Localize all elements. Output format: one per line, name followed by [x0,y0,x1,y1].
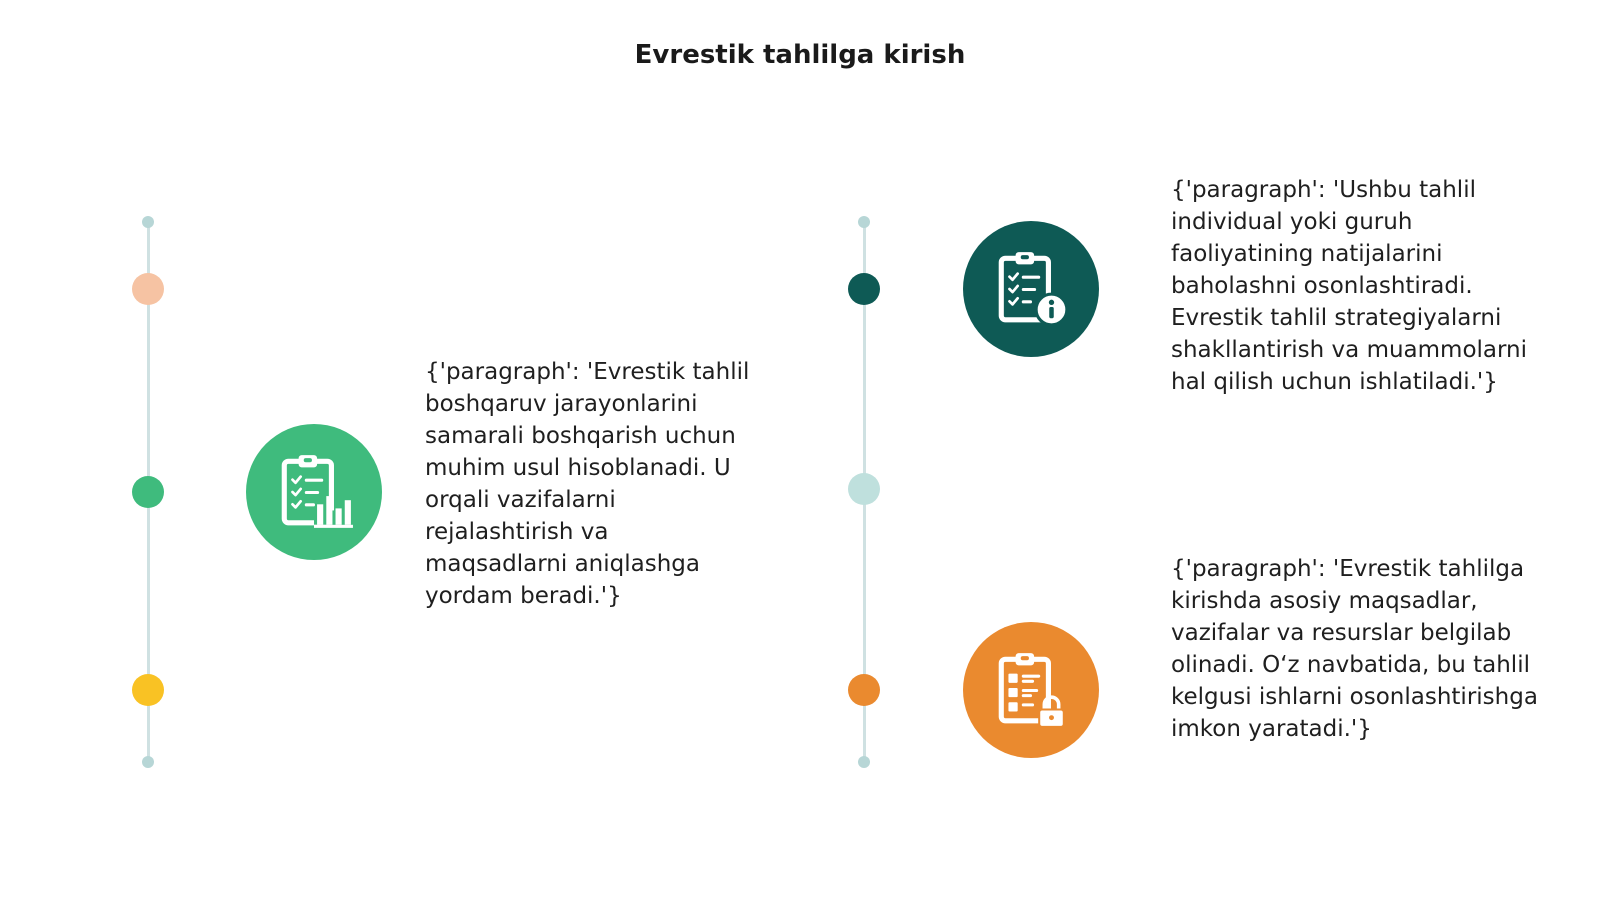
left-timeline-end-cap [142,756,154,768]
clipboard-lock-circle [963,622,1099,758]
paragraph-1: {'paragraph': 'Evrestik tahlil boshqaruv jarayonlarini samarali boshqarish uchun muhim usul hisoblanadi. U orqali vazifalarni rejalashtirish va maqsadlarni aniqlashga yordam beradi.'} [425,359,750,609]
clipboard-bar-chart-icon [273,451,355,533]
right-timeline-end-cap [858,756,870,768]
clipboard-info-circle [963,221,1099,357]
clipboard-info-icon [990,248,1072,330]
slide-title: Evrestik tahlilga kirish [634,40,966,70]
left-timeline-start-cap [142,216,154,228]
paragraph-3: {'paragraph': 'Evrestik tahlilga kirishda asosiy maqsadlar, vazifalar va resurslar belgilab olinadi. O‘z navbatida, bu tahlil kelgusi ishlarni osonlashtirishga imkon yaratadi.'} [1171,556,1538,742]
right-timeline-dot-dark-teal [848,273,880,305]
paragraph-2: {'paragraph': 'Ushbu tahlil individual yoki guruh faoliyatining natijalarini baholashni osonlashtiradi. Evrestik tahlil strategiyalarni shakllantirish va muammolarni hal qilish uchun ishlatiladi.'} [1171,177,1528,395]
clipboard-bar-chart-circle [246,424,382,560]
right-timeline-start-cap [858,216,870,228]
left-timeline-dot-peach [132,273,164,305]
left-timeline-dot-green [132,476,164,508]
clipboard-lock-icon [990,649,1072,731]
left-timeline-dot-yellow [132,674,164,706]
right-timeline-dot-mint [848,473,880,505]
right-timeline-dot-orange [848,674,880,706]
